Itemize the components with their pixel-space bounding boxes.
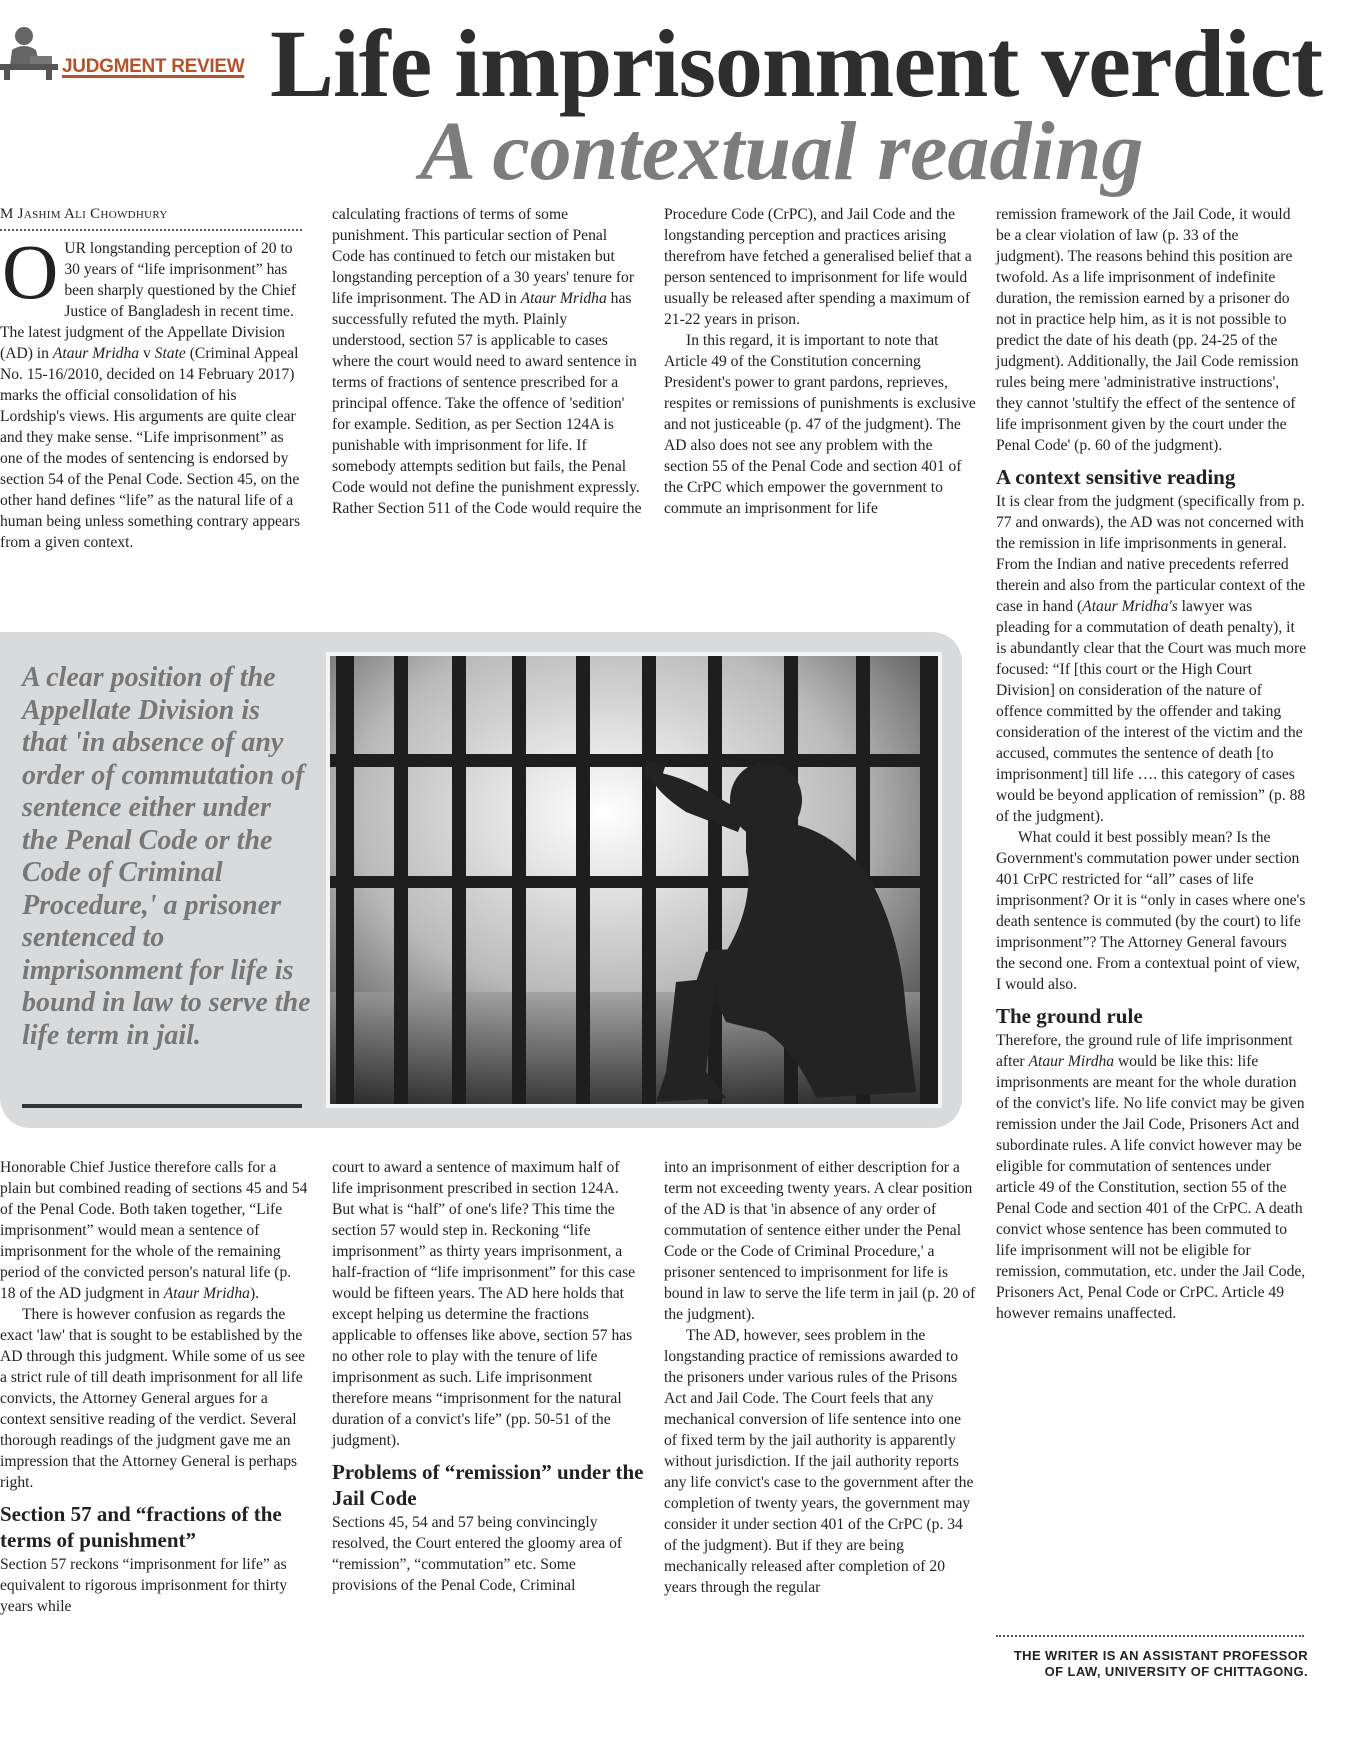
body-paragraph: remission framework of the Jail Code, it would be a clear violation of law (p. 33 of the judgment). The reasons behind this position are twofold. As a life imprisonment of indefinite duration, the remission earned by a prisoner do not in practice help him, as it is not possible to predict the date of his death (pp. 24-25 of the judgment). Additionally, the Jail Code remission rules being mere 'administrative instructions', they cannot 'stultify the effect of the sentence of life imprisonment given by the court under the Penal Code' (p. 60 of the judgment). [996,206,1299,454]
intro-paragraph: OUR longstanding perception of 20 to 30 years of “life imprisonment” has been sharply questioned by the Chief Justice of Bangladesh in recent time. The latest judgment of the Appellate Division (AD) in Ataur Mridha v State (Criminal Appeal No. 15-16/2010, decided on 14 February 2017) marks the official consolidation of his Lordship's views. His arguments are quite clear and they make sense. “Life imprisonment” as one of the modes of sentencing is endorsed by section 54 of the Penal Code. Section 45, on the other hand defines “life” as the natural life of a human being unless something contrary appears from a given context. [0,228,301,551]
drop-cap: O [2,228,59,315]
body-paragraph: calculating fractions of terms of some punishment. This particular section of Penal Code has continued to fetch our mistaken but longstanding perception of a 30 years' tenure for life imprisonment. The AD in Ataur Mridha has successfully refuted the myth. Plainly understood, section 57 is applicable to cases where the court would need to award sentence in terms of fractions of sentence prescribed for a principal offence. Take the offence of 'sedition' for example. Sedition, as per Section 124A is punishable with imprisonment for life. If somebody attempts sedition but fails, the Penal Code would not define the punishment expressly. Rather Section 511 of the Code would require the [332,206,642,517]
lower-column-2 [332,1157,644,1596]
body-paragraph: Section 57 reckons “imprisonment for life” as equivalent to rigorous imprisonment for thirty years while [0,1556,288,1615]
headline: Life imprisonment verdict [270,10,1323,117]
section-heading: A context sensitive reading [996,465,1236,489]
upper-column-1 [0,228,302,553]
lower-column-1 [0,1157,310,1617]
body-paragraph: Sections 45, 54 and 57 being convincingly resolved, the Court entered the gloomy area of “remission”, “commutation” etc. Some provisions of the Penal Code, Criminal [332,1514,623,1594]
body-paragraph: It is clear from the judgment (specifically from p. 77 and onwards), the AD was not concerned with the remission in life imprisonments in general. From the Indian and native precedents referred therein and also from the particular context of the case in hand (Ataur Mridha's lawyer was pleading for a commutation of death penalty), it is abundantly clear that the Court was much more focused: “If [this court or the High Court Division] on consideration of the nature of offence committed by the offender and taking consideration of the interest of the victim and the accused, commutes the sentence of death [to imprisonment] till life …. this category of cases would be beyond application of remission” (p. 88 of the judgment). [996,493,1307,825]
body-paragraph: Honorable Chief Justice therefore calls for a plain but combined reading of sections 45 and 54 of the Penal Code. Both taken together, “Life imprisonment” would mean a sentence of imprisonment for the whole of the remaining period of the convicted person's natural life (p. 18 of the AD judgment in Ataur Mridha). [0,1159,308,1302]
kicker-icon [0,22,58,80]
upper-column-3 [664,204,976,519]
body-paragraph: court to award a sentence of maximum half of life imprisonment prescribed in section 124A. But what is “half” of one's life? This time the section 57 would step in. Reckoning “life imprisonment” as thirty years imprisonment, a half-fraction of “life imprisonment” for this case would be fifteen years. The AD here holds that except helping us determine the fractions applicable to offenses like above, section 57 has no other role to play with the tenure of life imprisonment as such. Life imprisonment therefore means “imprisonment for the natural duration of a convict's life” (pp. 50-51 of the judgment). [332,1159,636,1449]
section-heading: The ground rule [996,1004,1143,1028]
body-paragraph: Therefore, the ground rule of life imprisonment after Ataur Mirdha would be like this: life imprisonments are meant for the whole duration of the convict's life. No life convict may be given remission under the Jail Code, Prisoners Act and subordinate rules. A life convict however may be eligible for commutation of sentences under article 49 of the Constitution, section 55 of the Penal Code and section 401 of the CrPC. A death convict whose sentence has been commuted to life imprisonment will not be eligible for remission, commutation, etc. under the Jail Code, Prisoners Act, Penal Code or CrPC. Article 49 however remains unaffected. [996,1032,1306,1322]
body-paragraph: into an imprisonment of either description for a term not exceeding twenty years. A clear position of the AD is that 'in absence of any order of commutation of sentence either under the Penal Code or the Code of Criminal Procedure,' a prisoner sentenced to imprisonment for life is bound in law to serve the life term in jail (p. 20 of the judgment). [664,1159,976,1323]
pull-quote: A clear position of the Appellate Division is that 'in absence of any order of commutation of sentence either under the Penal Code or the Code of Criminal Procedure,' a prisoner sentenced to imprisonment for life is bound in law to serve the life term in jail. [22,662,311,1051]
body-paragraph: There is however confusion as regards the exact 'law' that is sought to be established by the AD through this judgment. While some of us see a strict rule of till death imprisonment for all life convicts, the Attorney General argues for a context sensitive reading of the verdict. Several thorough readings of the judgment gave me an impression that the Attorney General is perhaps right. [0,1306,306,1491]
writer-note: THE WRITER IS AN ASSISTANT PROFESSOR OF LAW, UNIVERSITY OF CHITTAGONG. [1013,1648,1308,1679]
section-kicker: JUDGMENT REVIEW [62,56,245,77]
body-paragraph: The AD, however, sees problem in the longstanding practice of remissions awarded to the prisoners under various rules of the Prisons Act and Jail Code. The Court feels that any mechanical conversion of life sentence into one of fixed term by the jail authority is apparently without jurisdiction. If the jail authority reports any life convict's case to the government after the completion of twenty years, the government may consider it under section 401 of the CrPC (p. 34 of the judgment). But if they are being mechanically released after completion of 20 years through the regular [664,1327,974,1596]
footer-rule [996,1635,1304,1637]
prison-photo [326,652,942,1108]
upper-column-2 [332,204,642,519]
body-paragraph: Procedure Code (CrPC), and Jail Code and the longstanding perception and practices arising therefrom have fetched a generalised belief that a person sentenced to imprisonment for life would usually be released after spending a maximum of 21-22 years in prison. [664,206,972,328]
byline: M Jashim Ali Chowdhury [0,206,302,231]
lower-column-3 [664,1157,976,1598]
body-paragraph: In this regard, it is important to note that Article 49 of the Constitution concerning President's power to grant pardons, reprieves, respites or remissions of punishments is exclusive and not justiceable (p. 47 of the judgment). The AD also does not see any problem with the section 55 of the Penal Code and section 401 of the CrPC which empower the government to commute an imprisonment for life [664,332,976,517]
subheadline: A contextual reading [420,105,1144,198]
section-heading: Section 57 and “fractions of the terms of punishment” [0,1502,282,1552]
section-heading: Problems of “remission” under the Jail Code [332,1460,644,1510]
quote-rule [22,1104,302,1108]
column-4 [996,204,1308,1324]
body-paragraph: What could it best possibly mean? Is the Government's commutation power under section 401 CrPC restricted for “all” cases of life imprisonment? Or it is “only in cases where one's death sentence is commuted (by the court) to life imprisonment”? The Attorney General favours the second one. From a contextual point of view, I would also. [996,829,1306,993]
